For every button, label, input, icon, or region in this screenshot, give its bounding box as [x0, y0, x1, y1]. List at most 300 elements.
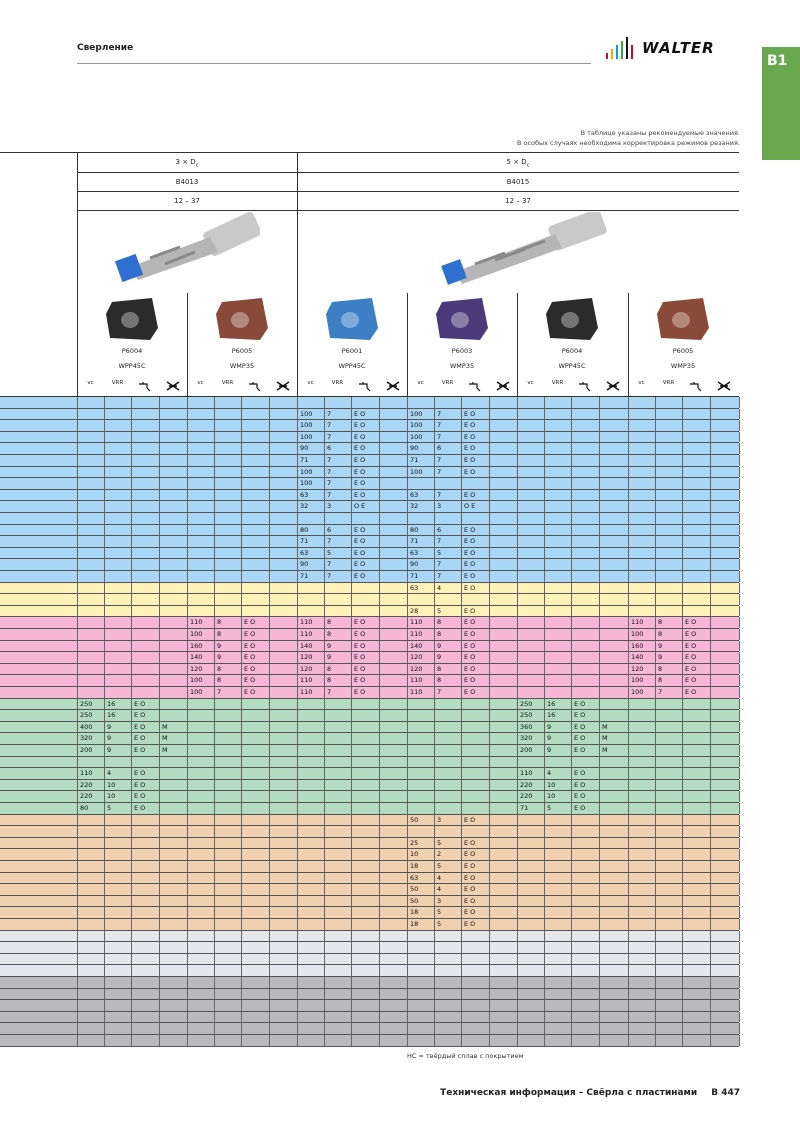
table-cell: 90 — [300, 560, 309, 569]
table-cell: 80 — [410, 525, 419, 534]
table-cell: 7 — [327, 432, 332, 441]
table-cell: 100 — [190, 630, 203, 638]
header-rule — [0, 152, 739, 153]
table-cell: E O — [574, 746, 586, 754]
table-cell: 8 — [437, 618, 442, 627]
table-cell: 80 — [300, 525, 309, 534]
table-cell: E O — [354, 456, 366, 464]
table-cell: 3 — [437, 815, 442, 824]
table-cell: E O — [464, 537, 476, 546]
table-cell: 400 — [80, 722, 93, 731]
table-cell: E O — [354, 467, 366, 476]
table-cell: 9 — [217, 641, 222, 650]
table-cell: 100 — [300, 479, 313, 488]
table-cell: 5 — [437, 838, 442, 847]
table-cell: E O — [464, 444, 476, 453]
table-row — [0, 1000, 739, 1012]
table-cell: 8 — [658, 618, 663, 627]
table-cell: 320 — [520, 734, 533, 743]
recommendation-note — [517, 128, 740, 148]
group-5xdc-series: B4015 — [506, 178, 530, 186]
table-row — [0, 490, 739, 502]
table-cell: 100 — [190, 676, 203, 685]
table-row — [0, 432, 739, 444]
table-row — [0, 884, 739, 896]
table-cell: 220 — [520, 792, 533, 801]
group-5xdc-label: $5 \times D_c$ — [506, 158, 530, 169]
table-cell: 63 — [410, 873, 419, 882]
table-cell: E O — [464, 815, 476, 824]
table-cell: 7 — [327, 479, 332, 488]
table-cell: E O — [354, 490, 366, 499]
coolant-icon — [682, 380, 710, 394]
insert-image — [214, 296, 270, 342]
insert-image — [655, 296, 711, 342]
table-cell: 50 — [410, 885, 419, 894]
table-cell: M — [602, 722, 608, 731]
table-cell: 8 — [217, 676, 222, 685]
table-cell: E O — [464, 838, 476, 847]
table-row — [0, 791, 739, 803]
insert-grade: WMP35 — [670, 362, 696, 370]
insert-code: P6005 — [231, 347, 253, 355]
table-row — [0, 525, 739, 537]
table-row — [0, 571, 739, 583]
table-cell: E O — [464, 467, 476, 476]
table-cell: 16 — [107, 699, 116, 708]
page-number: B 447 — [711, 1088, 740, 1098]
table-cell: E O — [354, 688, 366, 696]
table-cell: 9 — [217, 653, 222, 662]
table-cell: 9 — [547, 722, 552, 731]
table-cell: 100 — [410, 421, 423, 430]
group-3xdc-label: $3 \times D_c$ — [175, 158, 199, 169]
table-cell: E O — [134, 711, 146, 720]
table-cell: 7 — [437, 490, 442, 499]
table-cell: 50 — [410, 815, 419, 824]
table-cell: 18 — [410, 862, 419, 870]
table-cell: E O — [354, 479, 366, 488]
header-rule — [77, 191, 739, 192]
table-cell: E O — [464, 421, 476, 430]
table-cell: E O — [464, 664, 476, 673]
table-cell: 100 — [631, 676, 644, 685]
table-cell: 5 — [547, 804, 552, 812]
table-cell: 110 — [190, 618, 203, 627]
table-cell: 9 — [107, 746, 112, 754]
table-cell: 71 — [410, 456, 419, 464]
table-cell: E O — [464, 908, 476, 917]
table-cell: 9 — [437, 641, 442, 650]
vc-header: vc — [527, 380, 534, 386]
table-cell: 71 — [410, 572, 419, 580]
logo-text: WALTER — [642, 39, 715, 57]
table-cell: 8 — [658, 664, 663, 673]
table-row — [0, 455, 739, 467]
table-cell: E O — [685, 664, 697, 673]
table-row — [0, 768, 739, 780]
table-row — [0, 641, 739, 653]
table-row — [0, 467, 739, 479]
table-cell: 250 — [80, 711, 93, 720]
table-row — [0, 699, 739, 711]
table-cell: E O — [464, 862, 476, 870]
table-cell: E O — [685, 688, 697, 696]
table-cell: E O — [574, 780, 586, 789]
table-cell: 7 — [327, 467, 332, 476]
insert-grade: WMP35 — [449, 362, 475, 370]
table-cell: E O — [464, 920, 476, 928]
table-cell: 9 — [547, 734, 552, 743]
table-cell: E O — [464, 525, 476, 534]
table-row — [0, 629, 739, 641]
table-cell: M — [162, 734, 168, 743]
table-cell: E O — [464, 572, 476, 580]
table-cell: M — [602, 734, 608, 743]
table-cell: E O — [244, 618, 256, 627]
table-cell: 220 — [80, 780, 93, 789]
table-row — [0, 513, 739, 525]
table-row — [0, 931, 739, 943]
vrr-header: VRR — [441, 380, 454, 386]
table-cell: 8 — [217, 630, 222, 638]
table-cell: E O — [244, 641, 256, 650]
insert-grade: WMP35 — [229, 362, 255, 370]
table-cell: E O — [685, 618, 697, 627]
table-cell: 7 — [437, 537, 442, 546]
table-cell: 200 — [520, 746, 533, 754]
header-divider — [297, 152, 298, 396]
table-cell: 7 — [437, 572, 442, 580]
table-cell: E O — [134, 804, 146, 812]
table-cell: 18 — [410, 920, 419, 928]
table-cell: 3 — [437, 896, 442, 905]
table-cell: 8 — [437, 676, 442, 685]
table-cell: 6 — [327, 444, 332, 453]
table-cell: 10 — [107, 780, 116, 789]
table-cell: E O — [134, 780, 146, 789]
page-footer — [440, 1088, 740, 1098]
table-row — [0, 954, 739, 966]
table-row — [0, 1012, 739, 1024]
table-cell: E O — [464, 896, 476, 905]
dry-machining-icon — [269, 380, 297, 394]
dry-machining-icon — [489, 380, 517, 394]
table-cell: 63 — [410, 548, 419, 557]
table-cell: E O — [354, 618, 366, 627]
table-row — [0, 443, 739, 455]
group-3xdc-series: B4013 — [175, 178, 199, 186]
table-cell: 32 — [410, 502, 419, 511]
title-divider — [77, 63, 591, 64]
table-cell: E O — [354, 421, 366, 430]
table-cell: E O — [685, 653, 697, 662]
table-cell: 5 — [437, 908, 442, 917]
vrr-header: VRR — [111, 380, 124, 386]
insert-code: P6003 — [451, 347, 473, 355]
section-title: Сверление — [77, 43, 134, 53]
table-cell: 120 — [410, 664, 423, 673]
table-cell: 7 — [217, 688, 222, 696]
table-cell: 7 — [437, 456, 442, 464]
table-cell: E O — [134, 769, 146, 778]
table-cell: 7 — [327, 537, 332, 546]
insert-image — [324, 296, 380, 342]
table-cell: E O — [244, 630, 256, 638]
table-cell: 63 — [410, 490, 419, 499]
vc-header: vc — [417, 380, 424, 386]
table-cell: 8 — [327, 618, 332, 627]
coolant-icon — [241, 380, 269, 394]
table-cell: E O — [354, 560, 366, 569]
table-cell: 100 — [300, 421, 313, 430]
table-cell: 160 — [190, 641, 203, 650]
table-cell: 110 — [631, 618, 644, 627]
table-row — [0, 652, 739, 664]
table-cell: 63 — [300, 548, 309, 557]
table-cell: 8 — [327, 664, 332, 673]
table-cell: E O — [464, 630, 476, 638]
footnote: HC = твёрдый сплав с покрытием — [407, 1052, 524, 1060]
table-cell: E O — [464, 885, 476, 894]
table-cell: 7 — [327, 490, 332, 499]
table-cell: 7 — [437, 432, 442, 441]
table-row — [0, 919, 739, 931]
table-cell: 9 — [658, 653, 663, 662]
table-cell: 7 — [327, 688, 332, 696]
table-cell: 110 — [410, 688, 423, 696]
table-cell: E O — [464, 688, 476, 696]
table-cell: 8 — [658, 630, 663, 638]
table-cell: 6 — [327, 525, 332, 534]
table-cell: E O — [354, 548, 366, 557]
table-cell: 28 — [410, 606, 419, 615]
table-cell: 9 — [547, 746, 552, 754]
table-cell: 71 — [410, 537, 419, 546]
table-cell: E O — [354, 664, 366, 673]
table-cell: E O — [244, 688, 256, 696]
table-cell: 90 — [410, 444, 419, 453]
table-cell: 110 — [300, 676, 313, 685]
table-cell: E O — [464, 490, 476, 499]
table-row — [0, 559, 739, 571]
table-row — [0, 826, 739, 838]
table-cell: E O — [685, 630, 697, 638]
table-cell: 50 — [410, 896, 419, 905]
table-cell: 140 — [631, 653, 644, 662]
table-cell: 16 — [547, 699, 556, 708]
table-row — [0, 397, 739, 409]
table-cell: E O — [354, 630, 366, 638]
insert-image — [434, 296, 490, 342]
table-cell: 10 — [410, 850, 419, 859]
table-cell: 250 — [520, 711, 533, 720]
table-cell: 9 — [327, 653, 332, 662]
table-row — [0, 861, 739, 873]
table-cell: 320 — [80, 734, 93, 743]
table-cell: 120 — [631, 664, 644, 673]
table-row — [0, 942, 739, 954]
table-cell: E O — [134, 734, 146, 743]
table-cell: 25 — [410, 838, 419, 847]
table-cell: 7 — [437, 467, 442, 476]
table-cell: 110 — [410, 618, 423, 627]
note-line: В особых случаях необходима корректировка режимов резания. — [516, 139, 740, 147]
table-cell: E O — [354, 653, 366, 662]
table-cell: 120 — [190, 664, 203, 673]
vrr-header: VRR — [662, 380, 675, 386]
table-cell: 100 — [190, 688, 203, 696]
table-row — [0, 710, 739, 722]
table-cell: E O — [134, 722, 146, 731]
table-cell: 6 — [437, 525, 442, 534]
table-cell: 110 — [300, 618, 313, 627]
table-cell: E O — [244, 664, 256, 673]
table-cell: E O — [464, 548, 476, 557]
table-cell: 4 — [437, 583, 442, 592]
table-row — [0, 989, 739, 1001]
table-cell: 100 — [631, 688, 644, 696]
drill-3xdc-image — [110, 212, 260, 287]
table-cell: E O — [464, 583, 476, 592]
table-cell: 220 — [520, 780, 533, 789]
table-cell: 8 — [217, 618, 222, 627]
table-row — [0, 501, 739, 513]
insert-image — [104, 296, 160, 342]
table-cell: 100 — [410, 409, 423, 418]
header-divider — [77, 152, 78, 396]
walter-logo — [606, 37, 742, 59]
table-cell: E O — [354, 432, 366, 441]
table-cell: E O — [134, 792, 146, 801]
insert-grade: WPP45C — [118, 362, 146, 370]
table-cell: 4 — [547, 769, 552, 778]
table-row — [0, 733, 739, 745]
table-cell: E O — [134, 746, 146, 754]
dry-machining-icon — [379, 380, 407, 394]
table-cell: 7 — [437, 560, 442, 569]
table-cell: 9 — [437, 653, 442, 662]
table-cell: 8 — [327, 630, 332, 638]
table-cell: E O — [574, 699, 586, 708]
table-row — [0, 664, 739, 676]
table-cell: 5 — [437, 920, 442, 928]
coolant-icon — [571, 380, 599, 394]
table-row — [0, 745, 739, 757]
table-cell: 90 — [300, 444, 309, 453]
table-cell: 9 — [658, 641, 663, 650]
table-cell: 4 — [437, 873, 442, 882]
table-row — [0, 780, 739, 792]
table-cell: 120 — [300, 653, 313, 662]
table-cell: 220 — [80, 792, 93, 801]
table-cell: O E — [464, 502, 476, 511]
table-cell: 100 — [410, 432, 423, 441]
table-cell: E O — [574, 711, 586, 720]
table-cell: 3 — [437, 502, 442, 511]
table-cell: 18 — [410, 908, 419, 917]
table-row — [0, 583, 739, 595]
table-row — [0, 687, 739, 699]
table-cell: 63 — [410, 583, 419, 592]
table-cell: 7 — [327, 421, 332, 430]
table-cell: 7 — [658, 688, 663, 696]
table-cell: E O — [354, 537, 366, 546]
vrr-header: VRR — [551, 380, 564, 386]
vc-header: vc — [197, 380, 204, 386]
table-row — [0, 594, 739, 606]
table-row — [0, 803, 739, 815]
table-cell: E O — [464, 676, 476, 685]
table-cell: 100 — [410, 467, 423, 476]
table-cell: E O — [574, 769, 586, 778]
table-cell: 110 — [520, 769, 533, 778]
table-cell: 6 — [437, 444, 442, 453]
table-cell: 140 — [410, 641, 423, 650]
table-cell: 71 — [520, 804, 529, 812]
vc-header: vc — [638, 380, 645, 386]
table-cell: 360 — [520, 722, 533, 731]
table-cell: 7 — [327, 560, 332, 569]
table-cell: M — [602, 746, 608, 754]
table-cell: 7 — [327, 409, 332, 418]
table-row — [0, 757, 739, 769]
table-cell: 7 — [437, 409, 442, 418]
table-cell: 7 — [327, 572, 332, 580]
vrr-header: VRR — [331, 380, 344, 386]
table-cell: 5 — [327, 548, 332, 557]
table-cell: E O — [464, 641, 476, 650]
table-cell: 9 — [107, 734, 112, 743]
table-cell: 71 — [300, 572, 309, 580]
table-cell: 90 — [410, 560, 419, 569]
table-cell: E O — [574, 792, 586, 801]
table-cell: 5 — [437, 862, 442, 870]
table-cell: E O — [464, 606, 476, 615]
insert-code: P6001 — [341, 347, 363, 355]
table-cell: E O — [354, 409, 366, 418]
table-cell: E O — [354, 572, 366, 580]
table-cell: 9 — [327, 641, 332, 650]
table-cell: 16 — [107, 711, 116, 720]
table-row — [0, 606, 739, 618]
chapter-tab[interactable] — [762, 47, 800, 160]
table-row — [0, 896, 739, 908]
table-cell: O E — [354, 502, 366, 511]
table-cell: 100 — [300, 409, 313, 418]
table-cell: 8 — [327, 676, 332, 685]
table-cell: 110 — [410, 676, 423, 685]
table-cell: 10 — [107, 792, 116, 801]
table-cell: 100 — [300, 467, 313, 476]
table-cell: E O — [354, 641, 366, 650]
table-cell: 32 — [300, 502, 309, 511]
table-cell: 8 — [217, 664, 222, 673]
table-cell: 71 — [300, 537, 309, 546]
table-cell: 100 — [631, 630, 644, 638]
table-cell: 200 — [80, 746, 93, 754]
table-row — [0, 722, 739, 734]
table-cell: E O — [354, 444, 366, 453]
table-cell: E O — [464, 432, 476, 441]
table-row — [0, 838, 739, 850]
table-cell: E O — [464, 409, 476, 418]
insert-image — [544, 296, 600, 342]
table-cell: E O — [574, 722, 586, 731]
table-row — [0, 907, 739, 919]
table-cell: 120 — [410, 653, 423, 662]
table-row — [0, 977, 739, 989]
